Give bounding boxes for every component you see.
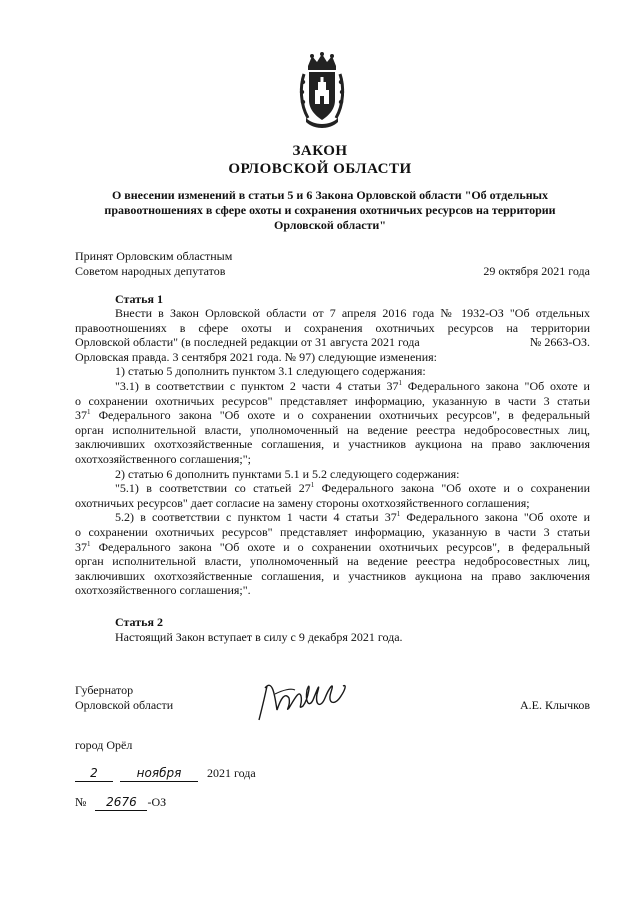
text-fragment: "5.1) в соответствии со статьей 27: [115, 481, 311, 496]
signatory-position-line2: Орловской области: [75, 698, 174, 712]
superscript: 1: [87, 539, 91, 548]
date-year: 2021 года: [207, 766, 256, 780]
city-label: город Орёл: [75, 738, 133, 752]
text-fragment: 37: [75, 539, 87, 554]
law-number: [75, 795, 166, 811]
text-line: [75, 510, 590, 525]
article1-heading: Статья 1: [115, 292, 163, 306]
page-title-line1: ЗАКОН: [292, 143, 348, 159]
text-fragment: Федерального закона "Об охоте и о сохранении охотничьих ресурсов", в федеральный: [90, 408, 590, 423]
number-value: 2676: [95, 795, 147, 811]
article1-body: [75, 306, 590, 598]
article2-text: Настоящий Закон вступает в силу с 9 декабря 2021 года.: [115, 630, 403, 644]
text-line: [75, 540, 590, 555]
text-fragment: Федерального закона "Об охоте и: [400, 510, 591, 525]
adoption-date: 29 октября 2021 года: [483, 264, 590, 278]
superscript: 1: [310, 481, 315, 490]
text-line: орган исполнительной власти, уполномоченный на ведение реестра недобросовестных лиц,: [75, 554, 590, 569]
signatory-position-line1: Губернатор: [75, 683, 134, 697]
signing-date: [75, 766, 256, 782]
number-suffix: -ОЗ: [147, 795, 167, 809]
text-fragment: Федерального закона "Об охоте и о сохранении: [314, 481, 591, 496]
text-line: Орловская правда. 3 сентября 2021 года. № 97) следующие изменения:: [75, 349, 437, 364]
text-fragment: № 2663-ОЗ.: [529, 335, 590, 350]
page-title-line2: ОРЛОВСКОЙ ОБЛАСТИ: [228, 161, 412, 177]
superscript: 1: [396, 510, 401, 519]
text-line: Внести в Закон Орловской области от 7 апреля 2016 года № 1932-ОЗ "Об отдельных: [115, 306, 590, 320]
article2-heading: Статья 2: [115, 615, 163, 629]
subtitle-line: Орловской области": [274, 218, 386, 232]
text-line: правоотношениях в сфере охоты и сохранения охотничьих ресурсов на территории: [75, 320, 590, 335]
text-line: заключивших охотхозяйственные соглашения, и участников аукциона на право заключения: [75, 437, 590, 452]
text-fragment: 37: [75, 408, 87, 423]
adoption-body-line2: Советом народных депутатов: [75, 264, 226, 278]
text-line: заключивших охотхозяйственные соглашения, и участников аукциона на право заключения: [75, 568, 590, 583]
text-line: орган исполнительной власти, уполномоченный на ведение реестра недобросовестных лиц,: [75, 422, 590, 437]
superscript: 1: [398, 378, 402, 387]
text-line: о сохранении охотничьих ресурсов" представляет информацию, указанную в части 3 статьи: [75, 393, 590, 408]
text-line: о сохранении охотничьих ресурсов" представляет информацию, указанную в части 3 статьи: [75, 524, 590, 539]
adoption-body-line1: Принят Орловским областным: [75, 249, 233, 263]
text-fragment: 5.2) в соответствии с пунктом 1 части 4 статьи 37: [115, 510, 397, 525]
number-prefix: №: [75, 795, 87, 809]
text-line: охотничьих ресурсов" дает согласие на замену стороны охотхозяйственного соглашения;: [75, 495, 530, 510]
list-item-2: 2) статью 6 дополнить пунктами 5.1 и 5.2 следующего содержания:: [115, 466, 460, 481]
subtitle-line: О внесении изменений в статьи 5 и 6 Закона Орловской области "Об отдельных: [111, 188, 549, 202]
text-fragment: Орловской области" (в последней редакции от 31 августа 2021 года: [75, 335, 420, 350]
text-line: охотхозяйственного соглашения;".: [75, 583, 251, 598]
list-item-1: 1) статью 5 дополнить пунктом 3.1 следующего содержания:: [115, 364, 426, 379]
text-fragment: Федерального закона "Об охоте и: [401, 378, 590, 393]
text-line: [75, 408, 590, 423]
date-month: ноября: [120, 766, 198, 782]
text-line: [75, 481, 590, 496]
text-line: [75, 335, 590, 350]
date-day: 2: [75, 766, 113, 782]
law-subtitle: [70, 188, 590, 233]
signatory-name: А.Е. Клычков: [520, 698, 590, 712]
text-fragment: "3.1) в соответствии с пунктом 2 части 4 статьи 37: [115, 378, 399, 393]
text-fragment: Федерального закона "Об охоте и о сохранении охотничьих ресурсов", в федеральный: [90, 539, 590, 554]
handwritten-signature-icon: [255, 668, 350, 723]
orel-oblast-coat-of-arms-icon: [298, 52, 346, 132]
text-line: [75, 379, 590, 394]
subtitle-line: правоотношениях в сфере охоты и сохранения охотничьих ресурсов на территории: [104, 203, 556, 217]
superscript: 1: [87, 408, 91, 417]
text-line: охотхозяйственного соглашения;";: [75, 451, 251, 466]
